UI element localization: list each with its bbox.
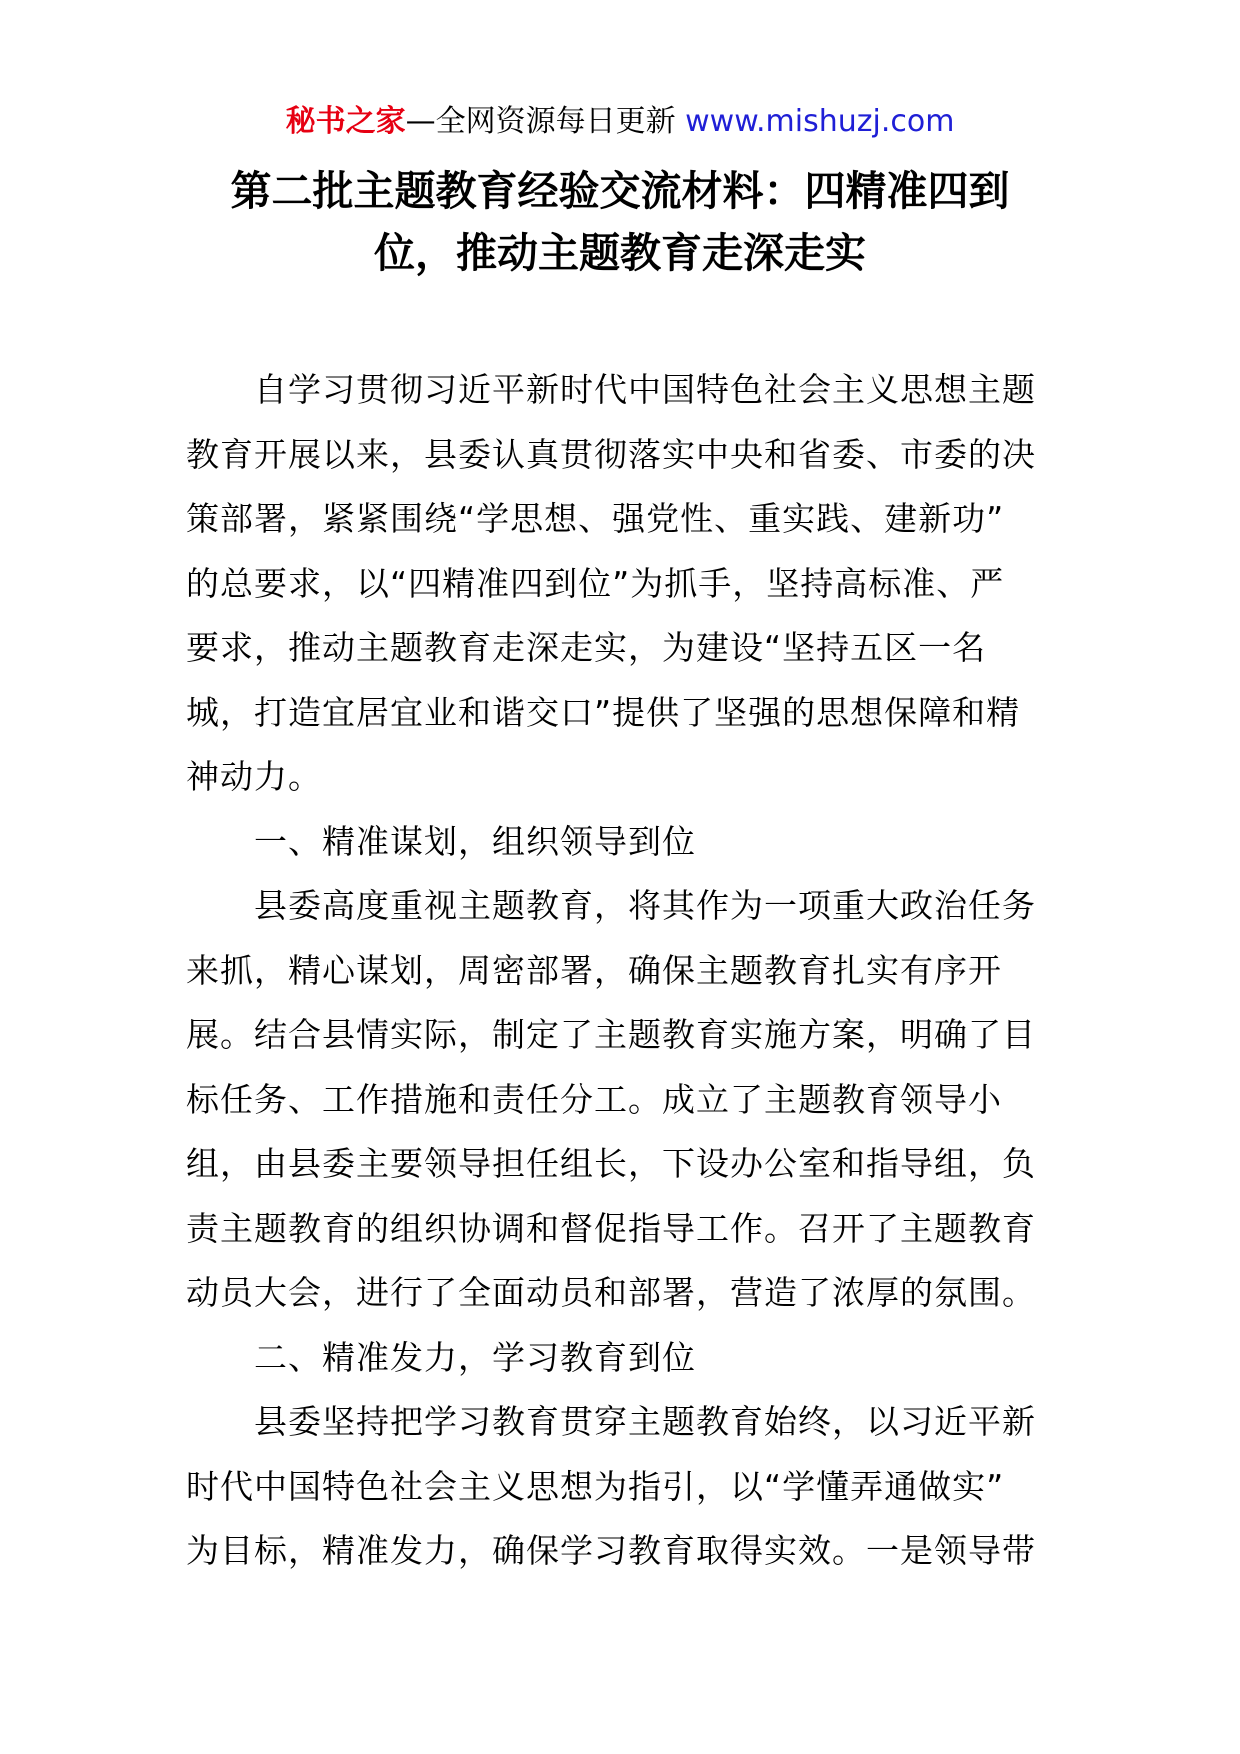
section-1-line: 责主题教育的组织协调和督促指导工作。召开了主题教育 [186, 1208, 1036, 1248]
section-heading-1: 一、精准谋划，组织领导到位 [254, 821, 696, 861]
intro-line: 教育开展以来，县委认真贯彻落实中央和省委、市委的决 [186, 434, 1036, 474]
section-2-line: 时代中国特色社会主义思想为指引，以“学懂弄通做实” [186, 1466, 1005, 1506]
intro-line: 城，打造宜居宜业和谐交口”提供了坚强的思想保障和精 [186, 692, 1021, 732]
intro-paragraph [186, 358, 1062, 810]
site-brand: 秘书之家 [285, 104, 406, 139]
section-heading-2: 二、精准发力，学习教育到位 [254, 1337, 696, 1377]
section-1-line: 组，由县委主要领导担任组长，下设办公室和指导组，负 [186, 1144, 1036, 1183]
intro-line: 自学习贯彻习近平新时代中国特色社会主义思想主题 [254, 370, 1036, 409]
site-tagline: —全网资源每日更新 [405, 104, 676, 139]
section-2-line: 县委坚持把学习教育贯穿主题教育始终，以习近平新 [254, 1402, 1036, 1441]
intro-line: 要求，推动主题教育走深走实，为建设“坚持五区一名 [186, 628, 987, 667]
site-url-link[interactable]: www.mishuzj.com [685, 104, 955, 139]
intro-line: 神动力。 [186, 757, 322, 796]
section-2-line: 为目标，精准发力，确保学习教育取得实效。一是领导带 [186, 1531, 1036, 1570]
section-1-line: 展。结合县情实际，制定了主题教育实施方案，明确了目 [186, 1015, 1036, 1054]
intro-line: 的总要求，以“四精准四到位”为抓手，坚持高标准、严 [186, 563, 1005, 603]
section-1-line: 标任务、工作措施和责任分工。成立了主题教育领导小 [186, 1079, 1002, 1119]
section-1-paragraph [186, 874, 1062, 1326]
title-line-2: 位，推动主题教育走深走实 [374, 229, 866, 277]
document-body [186, 358, 1062, 1584]
document-title [150, 160, 1090, 284]
section-2-paragraph [186, 1390, 1062, 1584]
section-1-line: 县委高度重视主题教育，将其作为一项重大政治任务 [254, 886, 1036, 925]
section-1-line: 动员大会，进行了全面动员和部署，营造了浓厚的氛围。 [186, 1273, 1036, 1312]
section-1-line: 来抓，精心谋划，周密部署，确保主题教育扎实有序开 [186, 950, 1002, 990]
title-line-1: 第二批主题教育经验交流材料：四精准四到 [230, 167, 1010, 215]
site-header [0, 102, 1240, 142]
intro-line: 策部署，紧紧围绕“学思想、强党性、重实践、建新功” [186, 499, 1005, 538]
